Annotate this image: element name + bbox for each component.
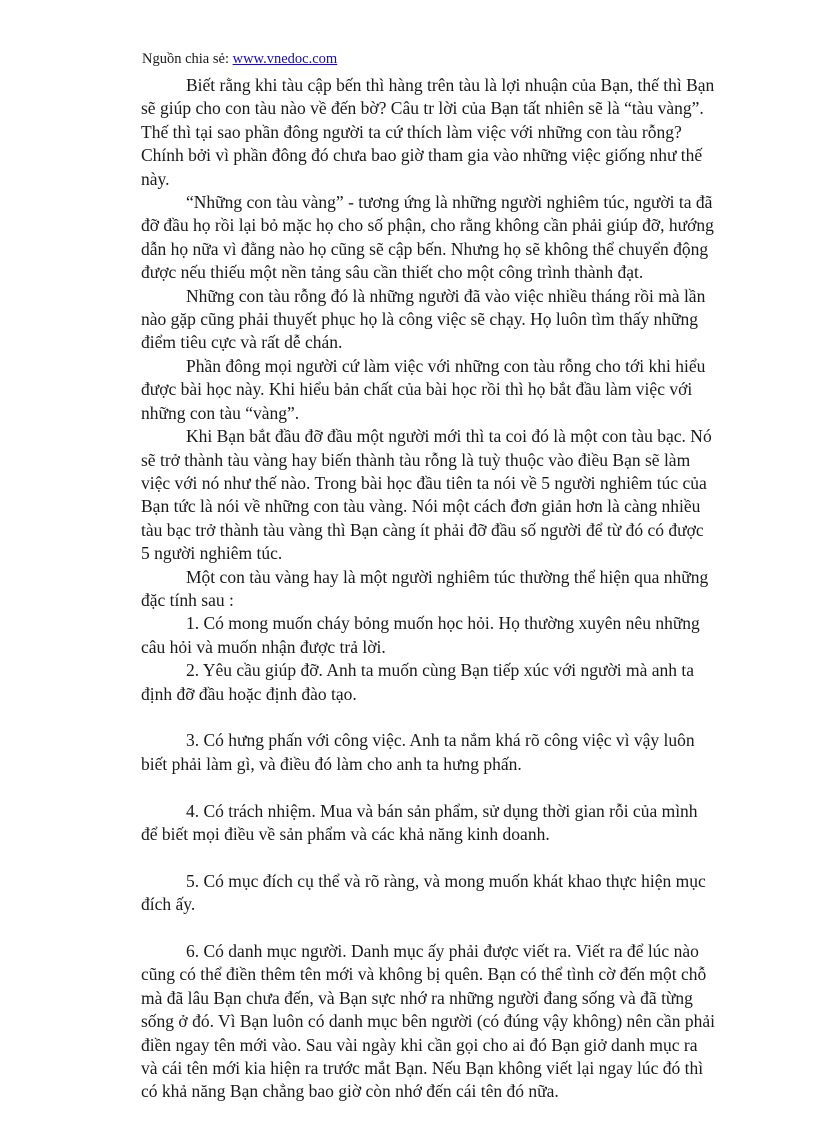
paragraph-empty-ships: Những con tàu rỗng đó là những người đã vào việc nhiều tháng rồi mà lần nào gặp cũng phải thuyết phục họ là công việc sẽ chạy. Họ luôn tìm thấy những điểm tiêu cực và rất dễ chán. <box>141 285 706 353</box>
list-item-6: 6. Có danh mục người. Danh mục ấy phải được viết ra. Viết ra để lúc nào cũng có thể điền thêm tên mới và không bị quên. Bạn có thể tình cờ đến một chỗ mà đã lâu Bạn chưa đến, và Bạn sực nhớ ra những người đang sống và đã từng sống ở đó. Vì Bạn luôn có danh mục bên người (có đúng vậy không) nên cần phải điền ngay tên mới vào. Sau vài ngày khi cần gọi cho ai đó Bạn giở danh mục ra và cái tên mới kia hiện ra trước mắt Bạn. Nếu Bạn không viết lại ngay lúc đó thì có khả năng Bạn chẳng bao giờ còn nhớ đến cái tên đó nữa. <box>141 940 715 1102</box>
list-item-3: 3. Có hưng phấn với công việc. Anh ta nắm khá rõ công việc vì vậy luôn biết phải làm gì, và điều đó làm cho anh ta hưng phấn. <box>141 730 695 774</box>
paragraph-silver-ship: Khi Bạn bắt đầu đỡ đầu một người mới thì ta coi đó là một con tàu bạc. Nó sẽ trở thành tàu vàng hay biến thành tàu rỗng là tuỳ thuộc vào điều Bạn sẽ làm việc với nó như thế nào. Trong bài học đầu tiên ta nói về 5 người nghiêm túc của Bạn tức là nói về những con tàu vàng. Nói một cách đơn giản hơn là càng nhiều tàu bạc trở thành tàu vàng thì Bạn càng ít phải đỡ đầu số người để từ đó có được 5 người nghiêm túc. <box>141 426 712 564</box>
list-item-2: 2. Yêu cầu giúp đỡ. Anh ta muốn cùng Bạn tiếp xúc với người mà anh ta định đỡ đầu hoặc định đào tạo. <box>141 660 695 704</box>
paragraph-traits-intro: Một con tàu vàng hay là một người nghiêm túc thường thể hiện qua những đặc tính sau : <box>141 566 709 610</box>
paragraph-lesson: Phần đông mọi người cứ làm việc với những con tàu rỗng cho tới khi hiểu được bài học này. Khi hiểu bản chất của bài học rồi thì họ bắt đầu làm việc với những con tàu “vàng”. <box>141 355 706 423</box>
paragraph-intro: Biết rằng khi tàu cập bến thì hàng trên tàu là lợi nhuận của Bạn, thế thì Bạn sẽ giúp cho con tàu nào về đến bờ? Câu tr lời của Bạn tất nhiên sẽ là “tàu vàng”. Thế thì tại sao phần đông người ta cứ thích làm việc với những con tàu rỗng? Chính bởi vì phần đông đó chưa bao giờ tham gia vào những việc giống như thế này. <box>141 75 715 189</box>
list-item-5: 5. Có mục đích cụ thể và rõ ràng, và mong muốn khát khao thực hiện mục đích ấy. <box>141 870 706 915</box>
list-item-4: 4. Có trách nhiệm. Mua và bán sản phẩm, sử dụng thời gian rỗi của mình để biết mọi điều về sản phẩm và các khả năng kinh doanh. <box>141 800 698 844</box>
source-prefix: Nguồn chia sẻ: <box>142 51 233 67</box>
list-item-1: 1. Có mong muốn cháy bỏng muốn học hỏi. Họ thường xuyên nêu những câu hỏi và muốn nhận được trả lời. <box>141 613 700 657</box>
paragraph-golden-ships: “Những con tàu vàng” - tương ứng là những người nghiêm túc, người ta đã đỡ đầu họ rồi lại bỏ mặc họ cho số phận, cho rằng không cần phải giúp đỡ, hướng dẫn họ nữa vì đằng nào họ cũng sẽ cập bến. Nhưng họ sẽ không thể chuyển động được nếu thiếu một nền tảng sâu cần thiết cho một công trình thành đạt. <box>141 192 714 283</box>
source-line <box>142 50 337 68</box>
document-body <box>141 74 716 1104</box>
source-link[interactable]: www.vnedoc.com <box>232 51 338 67</box>
